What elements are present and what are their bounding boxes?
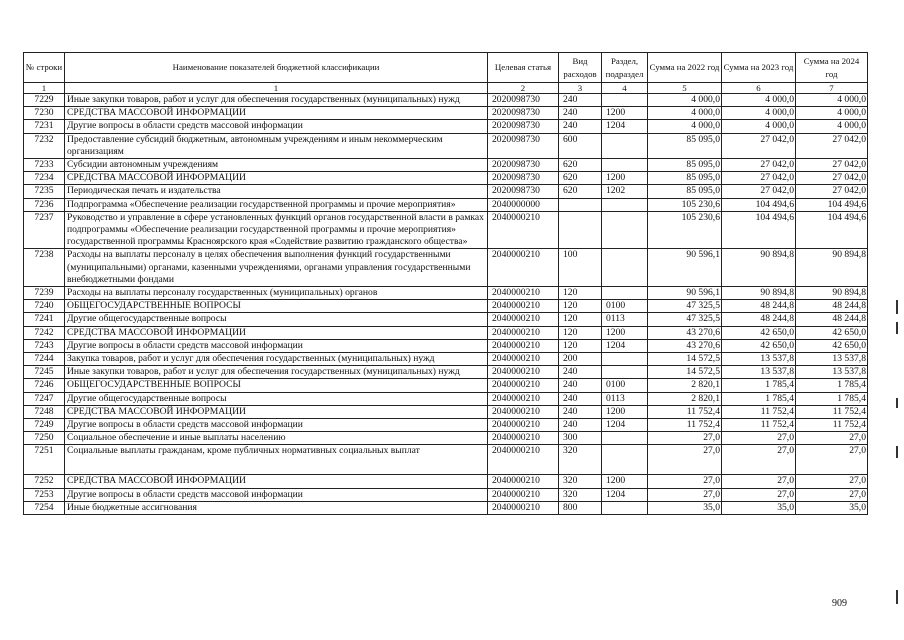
row-name: СРЕДСТВА МАССОВОЙ ИНФОРМАЦИИ (65, 172, 488, 185)
column-number: 4 (602, 83, 648, 94)
row-target-code: 2020098730 (488, 94, 559, 107)
row-sum-2022: 85 095,0 (648, 159, 722, 172)
scan-edge-mark (896, 590, 898, 604)
row-expense-kind: 120 (559, 339, 602, 352)
row-sum-2024: 42 650,0 (796, 339, 868, 352)
row-target-code: 2040000210 (488, 405, 559, 418)
row-sum-2024: 104 494,6 (796, 211, 868, 249)
row-name: Другие вопросы в области средств массовой информации (65, 419, 488, 432)
row-expense-kind: 620 (559, 185, 602, 198)
row-sum-2024: 27 042,0 (796, 185, 868, 198)
table-row (24, 287, 868, 300)
row-sum-2024: 27,0 (796, 475, 868, 488)
row-number: 7252 (24, 475, 65, 488)
column-number: 1 (65, 83, 488, 94)
table-row (24, 300, 868, 313)
row-sum-2022: 2 820,1 (648, 379, 722, 392)
row-name: Иные бюджетные ассигнования (65, 501, 488, 514)
header-sum-2024: Сумма на 2024 год (796, 53, 868, 83)
row-sum-2022: 27,0 (648, 475, 722, 488)
row-number: 7250 (24, 432, 65, 445)
row-sum-2024: 35,0 (796, 501, 868, 514)
row-sum-2023: 11 752,4 (722, 405, 796, 418)
row-sum-2024: 27,0 (796, 432, 868, 445)
row-sum-2022: 27,0 (648, 432, 722, 445)
row-sum-2023: 27 042,0 (722, 133, 796, 158)
row-sum-2024: 11 752,4 (796, 419, 868, 432)
budget-table (23, 52, 868, 515)
row-section (602, 133, 648, 158)
row-name: Иные закупки товаров, работ и услуг для обеспечения государственных (муниципальных) нужд (65, 94, 488, 107)
row-target-code: 2040000210 (488, 501, 559, 514)
row-name: Другие вопросы в области средств массовой информации (65, 488, 488, 501)
row-expense-kind: 600 (559, 133, 602, 158)
header-sum-2022: Сумма на 2022 год (648, 53, 722, 83)
budget-table-page (23, 52, 867, 515)
row-expense-kind: 800 (559, 501, 602, 514)
column-number-row (24, 83, 868, 94)
row-number: 7232 (24, 133, 65, 158)
table-row (24, 172, 868, 185)
table-row (24, 432, 868, 445)
row-sum-2024: 27 042,0 (796, 159, 868, 172)
row-section: 1200 (602, 107, 648, 120)
row-section (602, 287, 648, 300)
row-target-code: 2040000210 (488, 300, 559, 313)
row-section (602, 211, 648, 249)
row-sum-2023: 27 042,0 (722, 185, 796, 198)
table-row (24, 120, 868, 133)
row-expense-kind: 240 (559, 392, 602, 405)
row-number: 7244 (24, 353, 65, 366)
table-row (24, 107, 868, 120)
row-sum-2022: 35,0 (648, 501, 722, 514)
row-name: Руководство и управление в сфере установленных функций органов государственной власти в рамках подпрограммы «Обеспечение реализации государственной программы и прочие мероприятия» государственной программы Красноярского края «Содействие развитию гражданского общества» (65, 211, 488, 249)
row-section (602, 159, 648, 172)
row-sum-2024: 1 785,4 (796, 392, 868, 405)
row-name: Социальное обеспечение и иные выплаты населению (65, 432, 488, 445)
row-section: 1204 (602, 120, 648, 133)
row-sum-2024: 104 494,6 (796, 198, 868, 211)
row-target-code: 2020098730 (488, 172, 559, 185)
row-section: 0113 (602, 313, 648, 326)
header-row-no: № строки (24, 53, 65, 83)
row-target-code: 2040000210 (488, 488, 559, 501)
row-section: 0113 (602, 392, 648, 405)
table-row (24, 366, 868, 379)
header-target: Целевая статья (488, 53, 559, 83)
header-name: Наименование показателей бюджетной классификации (65, 53, 488, 83)
row-target-code: 2020098730 (488, 133, 559, 158)
row-sum-2023: 4 000,0 (722, 120, 796, 133)
row-sum-2023: 48 244,8 (722, 300, 796, 313)
row-target-code: 2040000210 (488, 379, 559, 392)
row-name: Расходы на выплаты персоналу в целях обеспечения выполнения функций государственными (муниципальными) органами, казенными учреждениями, органами управления государственными внебюджетными фондами (65, 249, 488, 287)
row-expense-kind: 320 (559, 475, 602, 488)
row-target-code: 2020098730 (488, 107, 559, 120)
row-section: 1200 (602, 405, 648, 418)
row-name: Предоставление субсидий бюджетным, автономным учреждениям и иным некоммерческим организациям (65, 133, 488, 158)
row-target-code: 2040000210 (488, 249, 559, 287)
row-expense-kind: 240 (559, 379, 602, 392)
row-section: 1204 (602, 339, 648, 352)
row-target-code: 2040000210 (488, 445, 559, 475)
row-expense-kind (559, 211, 602, 249)
row-target-code: 2020098730 (488, 120, 559, 133)
row-sum-2022: 90 596,1 (648, 249, 722, 287)
column-number: 7 (796, 83, 868, 94)
row-number: 7248 (24, 405, 65, 418)
row-sum-2024: 27,0 (796, 445, 868, 475)
row-sum-2022: 47 325,5 (648, 313, 722, 326)
row-name: Иные закупки товаров, работ и услуг для обеспечения государственных (муниципальных) нужд (65, 366, 488, 379)
row-sum-2023: 104 494,6 (722, 211, 796, 249)
row-sum-2023: 1 785,4 (722, 392, 796, 405)
row-sum-2023: 42 650,0 (722, 326, 796, 339)
row-sum-2022: 27,0 (648, 488, 722, 501)
row-name: Расходы на выплаты персоналу государственных (муниципальных) органов (65, 287, 488, 300)
table-row (24, 185, 868, 198)
header-section: Раздел, подраздел (602, 53, 648, 83)
row-sum-2023: 27,0 (722, 475, 796, 488)
row-target-code: 2040000210 (488, 339, 559, 352)
row-sum-2023: 13 537,8 (722, 366, 796, 379)
table-row (24, 211, 868, 249)
table-row (24, 475, 868, 488)
row-sum-2023: 42 650,0 (722, 339, 796, 352)
row-number: 7238 (24, 249, 65, 287)
row-section: 1202 (602, 185, 648, 198)
row-target-code: 2040000210 (488, 432, 559, 445)
row-target-code: 2040000000 (488, 198, 559, 211)
row-section (602, 432, 648, 445)
row-name: ОБЩЕГОСУДАРСТВЕННЫЕ ВОПРОСЫ (65, 300, 488, 313)
row-sum-2024: 90 894,8 (796, 287, 868, 300)
row-sum-2024: 13 537,8 (796, 366, 868, 379)
row-expense-kind: 620 (559, 172, 602, 185)
row-sum-2024: 27 042,0 (796, 172, 868, 185)
table-row (24, 392, 868, 405)
row-expense-kind: 240 (559, 419, 602, 432)
row-expense-kind: 240 (559, 405, 602, 418)
row-expense-kind: 120 (559, 300, 602, 313)
row-section: 0100 (602, 379, 648, 392)
row-sum-2023: 104 494,6 (722, 198, 796, 211)
row-sum-2022: 85 095,0 (648, 133, 722, 158)
row-section (602, 501, 648, 514)
row-sum-2024: 48 244,8 (796, 300, 868, 313)
row-target-code: 2040000210 (488, 326, 559, 339)
row-number: 7251 (24, 445, 65, 475)
row-sum-2023: 90 894,8 (722, 249, 796, 287)
row-sum-2024: 1 785,4 (796, 379, 868, 392)
row-section: 1204 (602, 419, 648, 432)
row-name: Субсидии автономным учреждениям (65, 159, 488, 172)
table-row (24, 445, 868, 475)
row-sum-2022: 4 000,0 (648, 120, 722, 133)
column-number: 3 (559, 83, 602, 94)
row-sum-2024: 13 537,8 (796, 353, 868, 366)
row-section: 1200 (602, 172, 648, 185)
row-expense-kind (559, 198, 602, 211)
row-number: 7235 (24, 185, 65, 198)
row-target-code: 2020098730 (488, 185, 559, 198)
scan-edge-mark (896, 322, 898, 334)
column-number: 2 (488, 83, 559, 94)
row-number: 7247 (24, 392, 65, 405)
row-sum-2022: 14 572,5 (648, 366, 722, 379)
row-section (602, 198, 648, 211)
row-sum-2023: 90 894,8 (722, 287, 796, 300)
row-sum-2022: 47 325,5 (648, 300, 722, 313)
row-name: ОБЩЕГОСУДАРСТВЕННЫЕ ВОПРОСЫ (65, 379, 488, 392)
table-row (24, 379, 868, 392)
row-name: СРЕДСТВА МАССОВОЙ ИНФОРМАЦИИ (65, 405, 488, 418)
row-sum-2024: 27 042,0 (796, 133, 868, 158)
table-row (24, 133, 868, 158)
scan-edge-mark (896, 446, 898, 458)
row-number: 7249 (24, 419, 65, 432)
table-row (24, 313, 868, 326)
row-sum-2022: 11 752,4 (648, 405, 722, 418)
row-sum-2022: 85 095,0 (648, 172, 722, 185)
table-row (24, 249, 868, 287)
row-target-code: 2040000210 (488, 313, 559, 326)
row-expense-kind: 300 (559, 432, 602, 445)
row-name: Социальные выплаты гражданам, кроме публичных нормативных социальных выплат (65, 445, 488, 475)
row-section: 1200 (602, 475, 648, 488)
row-target-code: 2040000210 (488, 353, 559, 366)
row-number: 7245 (24, 366, 65, 379)
row-section: 1204 (602, 488, 648, 501)
row-number: 7233 (24, 159, 65, 172)
row-number: 7237 (24, 211, 65, 249)
row-section (602, 366, 648, 379)
row-number: 7234 (24, 172, 65, 185)
row-sum-2023: 27,0 (722, 432, 796, 445)
row-name: Другие вопросы в области средств массовой информации (65, 339, 488, 352)
row-target-code: 2040000210 (488, 366, 559, 379)
row-sum-2023: 27,0 (722, 445, 796, 475)
page-number: 909 (832, 598, 847, 609)
row-sum-2024: 11 752,4 (796, 405, 868, 418)
row-section: 1200 (602, 326, 648, 339)
row-sum-2022: 105 230,6 (648, 211, 722, 249)
row-name: Периодическая печать и издательства (65, 185, 488, 198)
column-number: 5 (648, 83, 722, 94)
row-sum-2024: 4 000,0 (796, 94, 868, 107)
row-expense-kind: 120 (559, 326, 602, 339)
row-expense-kind: 240 (559, 366, 602, 379)
table-row (24, 198, 868, 211)
row-number: 7229 (24, 94, 65, 107)
row-number: 7242 (24, 326, 65, 339)
table-row (24, 339, 868, 352)
column-number: 1 (24, 83, 65, 94)
table-body (24, 94, 868, 515)
table-row (24, 94, 868, 107)
row-sum-2022: 43 270,6 (648, 326, 722, 339)
row-sum-2022: 14 572,5 (648, 353, 722, 366)
row-name: Закупка товаров, работ и услуг для обеспечения государственных (муниципальных) нужд (65, 353, 488, 366)
row-sum-2022: 85 095,0 (648, 185, 722, 198)
row-section (602, 94, 648, 107)
row-sum-2023: 4 000,0 (722, 107, 796, 120)
row-number: 7239 (24, 287, 65, 300)
row-number: 7253 (24, 488, 65, 501)
row-expense-kind: 620 (559, 159, 602, 172)
table-row (24, 419, 868, 432)
row-sum-2023: 13 537,8 (722, 353, 796, 366)
header-kind: Вид расходов (559, 53, 602, 83)
row-number: 7243 (24, 339, 65, 352)
row-sum-2023: 1 785,4 (722, 379, 796, 392)
row-name: Подпрограмма «Обеспечение реализации государственной программы и прочие мероприятия» (65, 198, 488, 211)
row-sum-2024: 4 000,0 (796, 107, 868, 120)
row-expense-kind: 240 (559, 120, 602, 133)
row-section: 0100 (602, 300, 648, 313)
row-expense-kind: 120 (559, 313, 602, 326)
row-number: 7240 (24, 300, 65, 313)
row-expense-kind: 320 (559, 445, 602, 475)
table-row (24, 405, 868, 418)
row-sum-2023: 48 244,8 (722, 313, 796, 326)
row-section (602, 353, 648, 366)
header-row (24, 53, 868, 83)
table-row (24, 353, 868, 366)
row-target-code: 2040000210 (488, 419, 559, 432)
row-sum-2023: 11 752,4 (722, 419, 796, 432)
row-number: 7246 (24, 379, 65, 392)
row-target-code: 2040000210 (488, 392, 559, 405)
table-row (24, 159, 868, 172)
row-sum-2022: 43 270,6 (648, 339, 722, 352)
row-number: 7236 (24, 198, 65, 211)
column-number: 6 (722, 83, 796, 94)
row-target-code: 2020098730 (488, 159, 559, 172)
row-number: 7230 (24, 107, 65, 120)
row-expense-kind: 200 (559, 353, 602, 366)
row-number: 7254 (24, 501, 65, 514)
row-expense-kind: 240 (559, 94, 602, 107)
row-sum-2024: 90 894,8 (796, 249, 868, 287)
header-sum-2023: Сумма на 2023 год (722, 53, 796, 83)
row-sum-2022: 2 820,1 (648, 392, 722, 405)
scan-edge-mark (896, 398, 898, 408)
row-sum-2023: 27,0 (722, 488, 796, 501)
row-sum-2023: 35,0 (722, 501, 796, 514)
table-row (24, 501, 868, 514)
row-name: СРЕДСТВА МАССОВОЙ ИНФОРМАЦИИ (65, 326, 488, 339)
row-name: Другие общегосударственные вопросы (65, 392, 488, 405)
row-sum-2023: 27 042,0 (722, 159, 796, 172)
row-name: СРЕДСТВА МАССОВОЙ ИНФОРМАЦИИ (65, 107, 488, 120)
row-expense-kind: 240 (559, 107, 602, 120)
row-expense-kind: 320 (559, 488, 602, 501)
row-expense-kind: 120 (559, 287, 602, 300)
row-target-code: 2040000210 (488, 475, 559, 488)
row-sum-2022: 11 752,4 (648, 419, 722, 432)
row-number: 7231 (24, 120, 65, 133)
row-number: 7241 (24, 313, 65, 326)
row-sum-2022: 105 230,6 (648, 198, 722, 211)
row-sum-2024: 48 244,8 (796, 313, 868, 326)
row-name: СРЕДСТВА МАССОВОЙ ИНФОРМАЦИИ (65, 475, 488, 488)
row-sum-2023: 27 042,0 (722, 172, 796, 185)
row-sum-2024: 4 000,0 (796, 120, 868, 133)
row-sum-2022: 4 000,0 (648, 94, 722, 107)
row-sum-2022: 4 000,0 (648, 107, 722, 120)
row-sum-2022: 90 596,1 (648, 287, 722, 300)
row-expense-kind: 100 (559, 249, 602, 287)
table-row (24, 326, 868, 339)
scan-edge-mark (896, 300, 898, 314)
row-target-code: 2040000210 (488, 211, 559, 249)
row-sum-2024: 42 650,0 (796, 326, 868, 339)
row-target-code: 2040000210 (488, 287, 559, 300)
row-section (602, 445, 648, 475)
row-name: Другие общегосударственные вопросы (65, 313, 488, 326)
row-sum-2023: 4 000,0 (722, 94, 796, 107)
table-row (24, 488, 868, 501)
row-sum-2022: 27,0 (648, 445, 722, 475)
row-name: Другие вопросы в области средств массовой информации (65, 120, 488, 133)
row-sum-2024: 27,0 (796, 488, 868, 501)
row-section (602, 249, 648, 287)
